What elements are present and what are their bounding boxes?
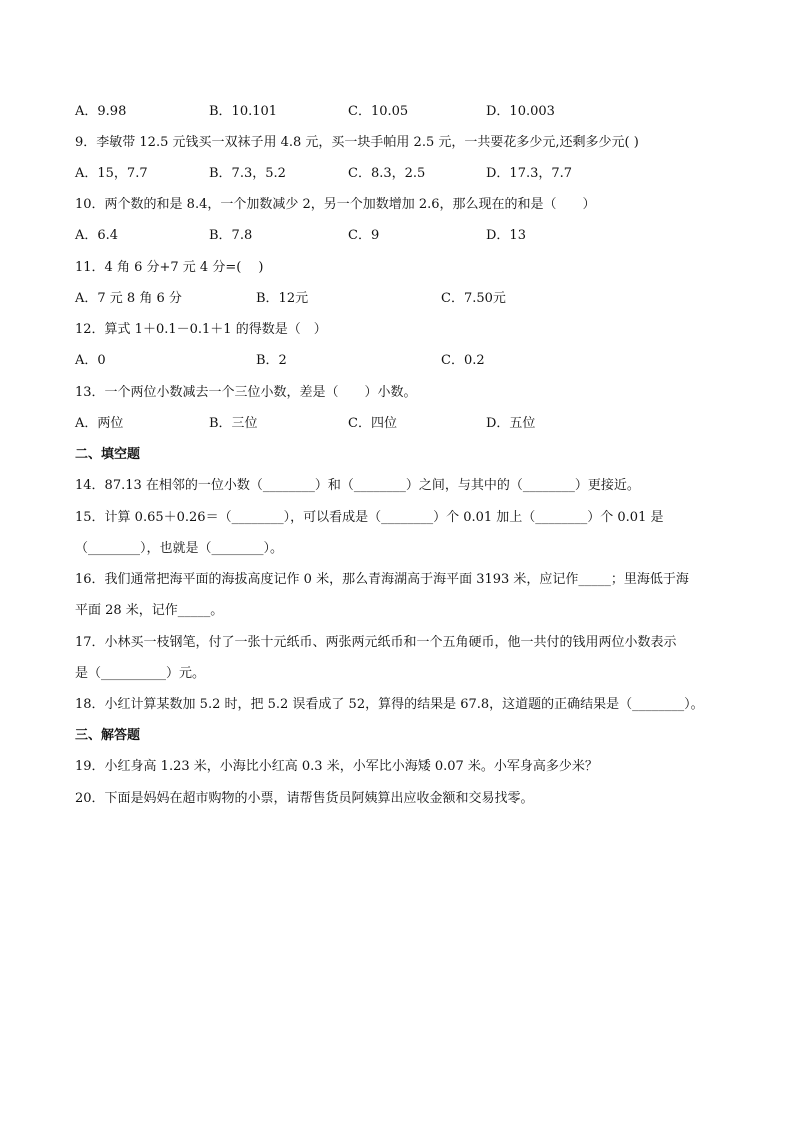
q13-option-d: D．五位 xyxy=(486,416,536,431)
q12-option-a: A．0 xyxy=(75,353,106,368)
q9-option-b: B．7.3，5.2 xyxy=(209,166,286,181)
q13-option-c: C．四位 xyxy=(348,416,397,431)
q9-option-a: A．15，7.7 xyxy=(75,166,148,181)
q8-option-a: A．9.98 xyxy=(75,104,127,119)
q8-option-d: D．10.003 xyxy=(486,104,555,119)
q9-option-c: C．8.3，2.5 xyxy=(348,166,426,181)
q16-line2: 平面 28 米，记作_____。 xyxy=(75,603,224,618)
q16-line1: 16．我们通常把海平面的海拔高度记作 0 米，那么青海湖高于海平面 3193 米，应记作_____；里海低于海 xyxy=(75,572,689,587)
q10-option-d: D．13 xyxy=(486,228,526,243)
q11-option-a: A．7 元 8 角 6 分 xyxy=(75,291,182,306)
q9-stem: 9．李敏带 12.5 元钱买一双袜子用 4.8 元，买一块手帕用 2.5 元，一共要花多少元,还剩多少元( ) xyxy=(75,135,639,150)
q9-option-d: D．17.3，7.7 xyxy=(486,166,573,181)
q12-option-c: C．0.2 xyxy=(441,353,485,368)
section-fill-blank-heading: 二、填空题 xyxy=(75,447,141,462)
q8-option-c: C．10.05 xyxy=(348,104,409,119)
q10-option-c: C．9 xyxy=(348,228,380,243)
q17-line1: 17．小林买一枝钢笔，付了一张十元纸币、两张两元纸币和一个五角硬币，他一共付的钱用两位小数表示 xyxy=(75,635,677,650)
q11-stem: 11．4 角 6 分+7 元 4 分=( ) xyxy=(75,260,264,275)
q10-stem: 10．两个数的和是 8.4，一个加数减少 2，另一个加数增加 2.6，那么现在的和是（ ） xyxy=(75,197,596,212)
section-answer-heading: 三、解答题 xyxy=(75,728,141,743)
q11-option-c: C．7.50元 xyxy=(441,291,506,306)
q12-option-b: B．2 xyxy=(256,353,287,368)
q12-stem: 12．算式 1＋0.1－0.1＋1 的得数是（ ） xyxy=(75,322,327,337)
q19: 19．小红身高 1.23 米，小海比小红高 0.3 米，小军比小海矮 0.07 米。小军身高多少米？ xyxy=(75,759,598,774)
q13-stem: 13．一个两位小数减去一个三位小数，差是（ ）小数。 xyxy=(75,385,417,400)
q11-option-b: B．12元 xyxy=(256,291,309,306)
q14: 14．87.13 在相邻的一位小数（________）和（________）之间，与其中的（________）更接近。 xyxy=(75,478,640,493)
q8-option-b: B．10.101 xyxy=(209,104,278,119)
q15-line1: 15．计算 0.65＋0.26＝（________），可以看成是（________）个 0.01 加上（________）个 0.01 是 xyxy=(75,510,664,525)
q18: 18．小红计算某数加 5.2 时，把 5.2 误看成了 52，算得的结果是 67.8，这道题的正确结果是（________）。 xyxy=(75,697,704,712)
q17-line2: 是（__________）元。 xyxy=(75,666,206,681)
q15-line2: （________），也就是（________）。 xyxy=(75,541,284,556)
q13-option-a: A．两位 xyxy=(75,416,124,431)
q10-option-a: A．6.4 xyxy=(75,228,119,243)
q13-option-b: B．三位 xyxy=(209,416,258,431)
q20: 20．下面是妈妈在超市购物的小票，请帮售货员阿姨算出应收金额和交易找零。 xyxy=(75,791,534,806)
q10-option-b: B．7.8 xyxy=(209,228,253,243)
